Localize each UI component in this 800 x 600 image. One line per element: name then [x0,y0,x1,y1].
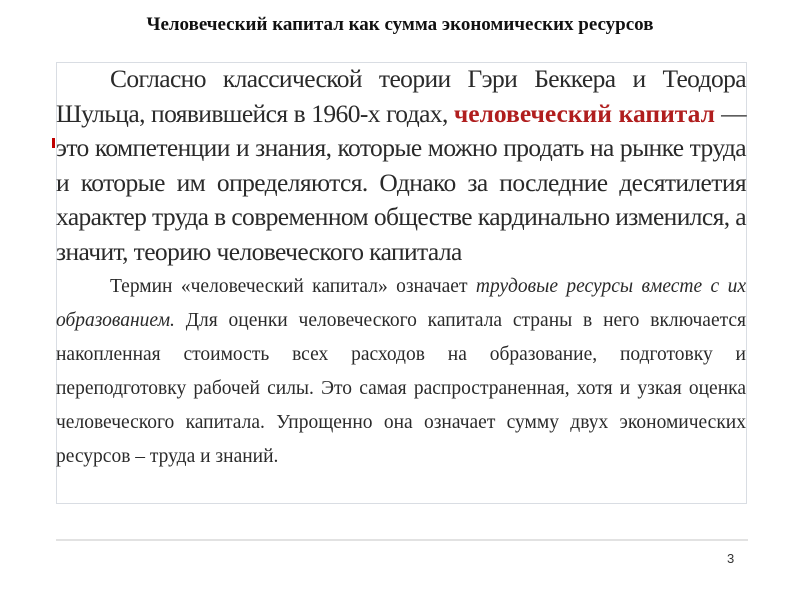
footer-divider [56,539,748,541]
text-cursor-marker [52,138,55,148]
page-number: 3 [727,551,735,566]
slide-title: Человеческий капитал как сумма экономических ресурсов [146,14,654,35]
paragraph1-text-end: — это компетенции и знания, которые можно продать на рынке труда и которые им определяются. Однако за последние десятилетия характер труда в современном обществе кардинально изменился, а значит, теорию человеческого капитала [56,98,747,266]
labor-resources-italic: трудовые ресурсы вместе с их образованием. [56,276,746,331]
paragraph-term-definition [56,270,746,474]
paragraph2-text-end: Для оценки человеческого капитала страны в него включается накопленная стоимость всех расходов на образование, подготовку и переподготовку рабочей силы. Это самая распространенная, хотя и узкая оценка человеческого капитала. Упрощенно она означает сумму двух экономических ресурсов – труда и знаний. [56,310,746,467]
paragraph2-text-start: Термин «человеческий капитал» означает [110,276,476,297]
human-capital-highlight: человеческий капитал [453,98,715,128]
paragraph1-text-start: Согласно классической теории Гэри Беккера и Теодора Шульца, появившейся в 1960-х годах, [56,64,746,128]
paragraph-becker-schultz [56,62,746,269]
